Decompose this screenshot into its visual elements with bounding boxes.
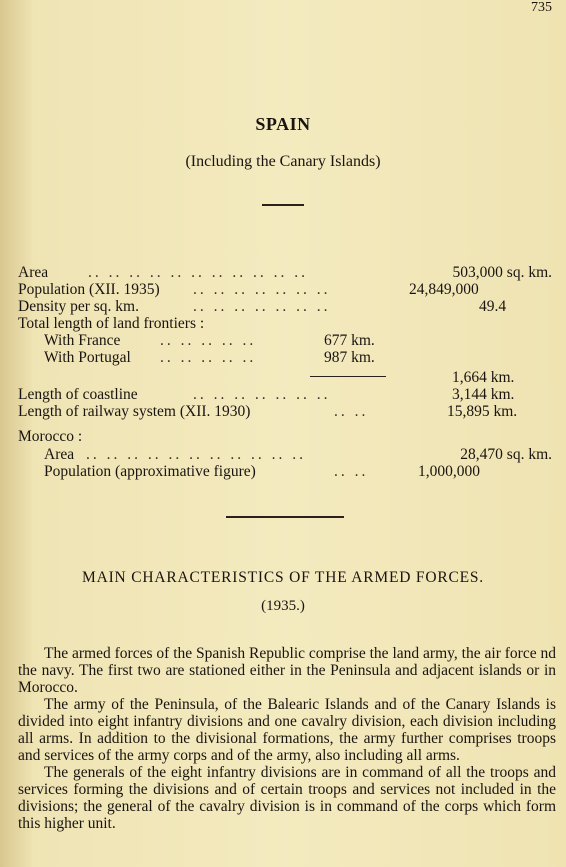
leader-dots: .. .. .. .. .. .. .. .. .. .. .. [88,264,308,281]
area-label: Area [18,264,49,281]
stat-row-frontiers-total [0,369,566,386]
page-subtitle: (Including the Canary Islands) [185,153,381,170]
railway-label: Length of railway system (XII. 1930) [18,403,251,420]
stat-row-coastline [0,386,566,403]
morocco-population-value: 1,000,000 [418,463,480,480]
section-year: (1935.) [261,598,305,614]
population-value: 24,849,000 [409,281,479,298]
leader-dots: .. .. [334,463,369,480]
paragraph-2: The army of the Peninsula, of the Balearic Islands and of the Canary Islands is divided into eight infantry divisions and one cavalry division, each division including all arms. In addition to the divisional formations, the army further comprises troops and services of the army corps and of the army, also including all arms. [18,696,556,764]
leader-dots: .. .. .. .. .. .. .. [193,298,331,315]
density-value: 49.4 [479,298,507,315]
morocco-area-value: 28,470 sq. km. [460,446,552,463]
population-label: Population (XII. 1935) [18,281,160,298]
leader-dots: .. .. .. .. .. [160,349,257,366]
coastline-value: 3,144 km. [452,386,515,403]
page-title: SPAIN [255,114,311,134]
morocco-label: Morocco : [18,428,83,445]
title-divider [262,204,304,206]
area-value: 503,000 sq. km. [452,264,552,281]
section-divider [226,516,344,518]
portugal-label: With Portugal [44,349,131,366]
stat-row-morocco-area [0,446,566,463]
paragraph-3: The generals of the eight infantry divisions are in command of all the troops and services forming the divisions and of certain troops and services not included in the divisions; the general of the cavalry division is in command of the corps which form this higher unit. [18,764,556,832]
leader-dots: .. .. [334,403,369,420]
frontiers-total-value: 1,664 km. [452,369,515,386]
stat-row-portugal [0,349,566,366]
section-heading: MAIN CHARACTERISTICS OF THE ARMED FORCES. [82,569,484,586]
stat-row-density [0,298,566,315]
density-label: Density per sq. km. [18,298,139,315]
stat-row-population [0,281,566,298]
stat-row-railway [0,403,566,420]
morocco-area-label: Area [44,446,75,463]
leader-dots: .. .. .. .. .. .. .. .. .. .. .. [86,446,306,463]
frontiers-label: Total length of land frontiers : [18,315,205,332]
page-number: 735 [531,0,552,15]
france-label: With France [44,332,121,349]
coastline-label: Length of coastline [18,386,138,403]
paragraph-1: The armed forces of the Spanish Republic comprise the land army, the air force nd the navy. The first two are stationed either in the Peninsula and adjacent islands or in Morocco. [18,645,556,696]
portugal-value: 987 km. [324,349,375,366]
leader-dots: .. .. .. .. .. [160,332,257,349]
leader-dots: .. .. .. .. .. .. .. [193,386,331,403]
stat-row-morocco-population [0,463,566,480]
stat-row-area [0,264,566,281]
body-text [18,645,556,832]
leader-dots: .. .. .. .. .. .. .. [193,281,331,298]
railway-value: 15,895 km. [447,403,518,420]
stat-row-france [0,332,566,349]
morocco-population-label: Population (approximative figure) [44,463,256,480]
france-value: 677 km. [324,332,375,349]
stat-row-morocco [0,428,566,445]
stat-row-frontiers [0,315,566,332]
